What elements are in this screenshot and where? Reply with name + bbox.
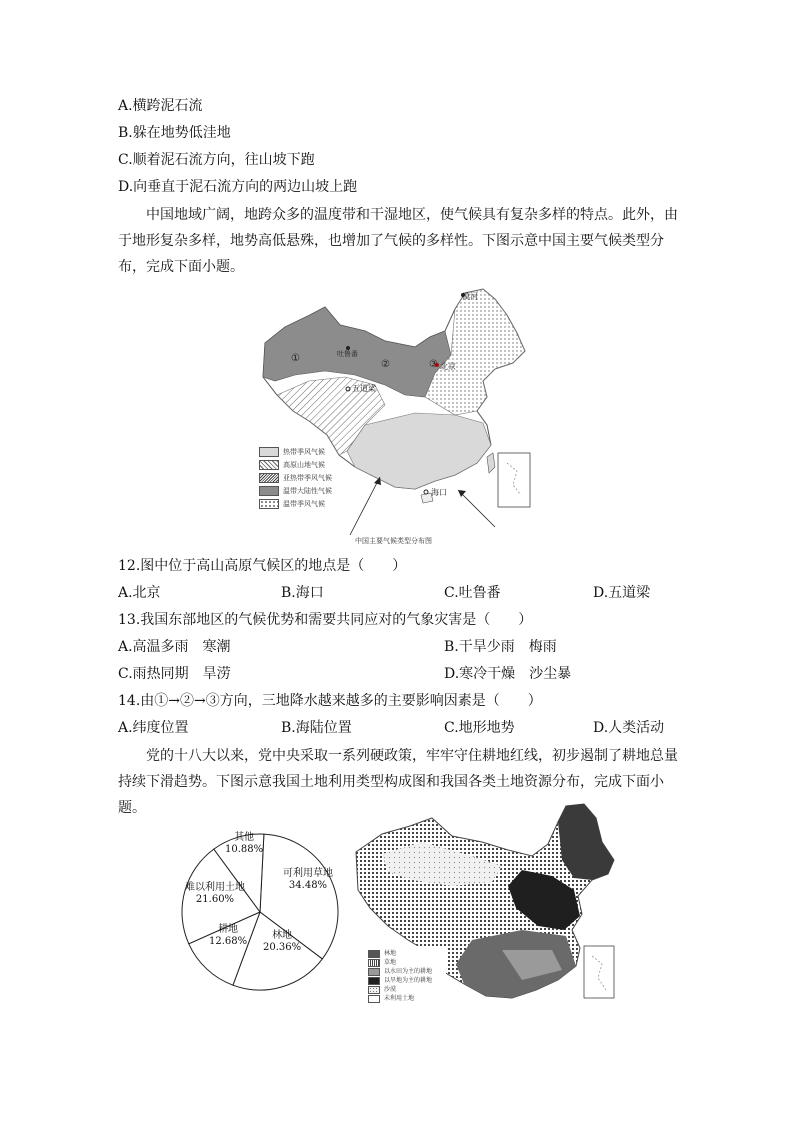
climate-map-caption: 中国主要气候类型分布图 [355,537,432,545]
question-13-option-c: C.雨热同期 旱涝 [118,666,231,682]
land-legend-desert: 沙漠 [368,985,396,994]
question-12-option-b: B.海口 [281,585,324,601]
place-wudaoliang: 五道梁 [352,384,376,393]
question-13-option-b: B.干旱少雨 梅雨 [444,639,557,655]
marker-1: ① [291,353,300,364]
question-14-option-a: A.纬度位置 [118,720,189,736]
marker-2: ② [381,359,390,370]
question-12-option-d: D.五道梁 [593,585,651,601]
place-haikou: 海口 [431,488,447,497]
intro-paragraph-climate: 中国地域广阔，地跨众多的温度带和干湿地区，使气候具有复杂多样的特点。此外，由于地形复杂多样，地势高低悬殊，也增加了气候的多样性。下图示意中国主要气候类型分布，完成下面小题。 [118,207,678,275]
question-12-option-c: C.吐鲁番 [444,585,501,601]
question-12-option-a: A.北京 [118,585,161,601]
pie-label-cropland: 耕地 12.68% [209,924,248,947]
pie-label-forest: 林地 20.36% [263,930,302,953]
legend-item-temperate-monsoon: 温带季风气候 [259,499,325,509]
question-14-stem: 14.由①→②→③方向，三地降水越来越多的主要影响因素是（ ） [118,693,542,709]
intro-paragraph-land: 党的十八大以来，党中央采取一系列硬政策，牢牢守住耕地红线，初步遏制了耕地总量持续下滑趋势。下图示意我国土地利用类型构成图和我国各类土地资源分布，完成下面小题。 [118,748,678,816]
land-resource-map-figure [352,800,624,1010]
pie-label-barren: 难以利用土地 21.60% [185,882,245,905]
question-14-option-d: D.人类活动 [593,720,665,736]
legend-item-tropical: 热带季风气候 [259,447,325,457]
land-use-pie-figure [175,820,345,1000]
question-13-option-d: D.寒冷干燥 沙尘暴 [444,666,572,682]
land-legend-dryland: 以旱地为主的耕地 [368,976,432,985]
question-14-option-c: C.地形地势 [444,720,515,736]
prev-option-c: C.顺着泥石流方向，往山坡下跑 [118,152,315,168]
land-legend-grassland: 草地 [368,958,396,967]
south-sea-inset [498,453,530,507]
place-beijing: 北京 [440,362,456,371]
taiwan [487,453,495,473]
prev-option-b: B.躲在地势低洼地 [118,125,231,141]
question-14-option-b: B.海陆位置 [281,720,352,736]
land-legend-paddy: 以水田为主的耕地 [368,967,432,976]
land-map-inset [584,946,614,998]
legend-item-plateau: 高原山地气候 [259,460,325,470]
question-13-option-a: A.高温多雨 寒潮 [118,639,231,655]
land-legend-unused: 未利用土地 [368,994,414,1003]
pie-label-grassland: 可利用草地 34.48% [283,868,333,891]
legend-item-continental: 温带大陆性气候 [259,486,332,496]
climate-map-figure [255,285,545,547]
pie-label-other: 其他 10.88% [225,832,264,855]
prev-option-a: A.横跨泥石流 [118,98,203,114]
place-turpan: 吐鲁番 [337,350,358,358]
question-12-stem: 12.图中位于高山高原气候区的地点是（ ） [118,558,407,574]
region-subtropical [347,413,491,489]
land-legend-forest: 林地 [368,949,396,958]
legend-item-subtropical: 亚热带季风气候 [259,473,332,483]
place-mohe: 漠河 [462,292,478,301]
marker-3: ③ [429,359,438,370]
prev-option-d: D.向垂直于泥石流方向的两边山坡上跑 [118,179,358,195]
question-13-stem: 13.我国东部地区的气候优势和需要共同应对的气象灾害是（ ） [118,612,533,628]
